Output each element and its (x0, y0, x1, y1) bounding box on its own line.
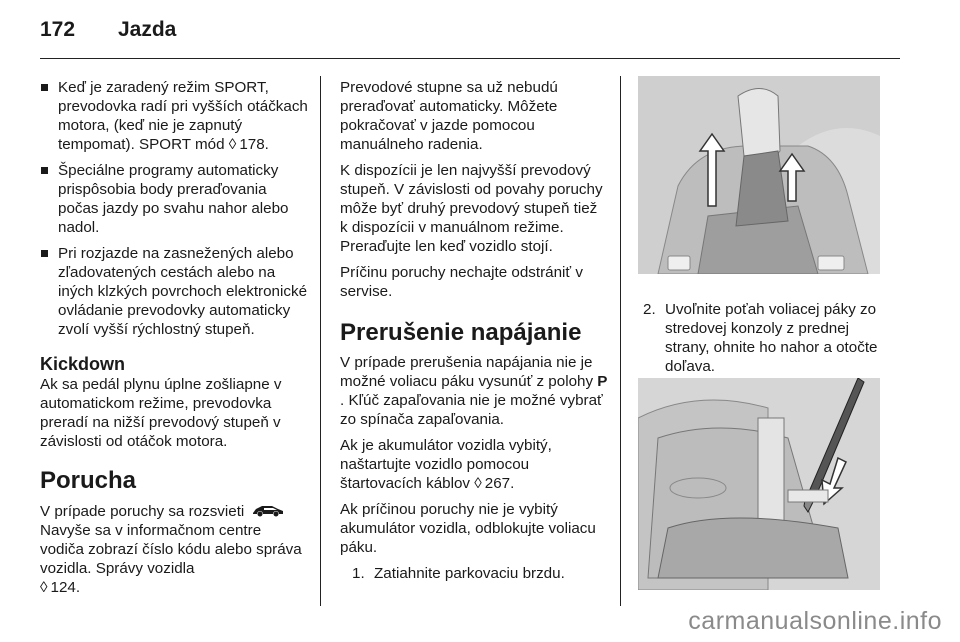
page-reference-icon: ◊ (40, 579, 48, 596)
gear-lever-illustration (638, 76, 880, 274)
paragraph: Ak príčinou poruchy nie je vybitý akumulátor vozidla, odblokujte voliacu páku. (340, 501, 596, 556)
bullet-icon (41, 84, 48, 91)
paragraph: Prevodové stupne sa už nebudú preraďovať automaticky. Môžete pokračovať v jazde pomocou manuálneho radenia. (340, 79, 558, 153)
watermark: carmanualsonline.info (688, 607, 942, 635)
section-title: Jazda (118, 18, 177, 41)
list-item-text: Špeciálne programy automaticky prispôsobia body preraďovania počas jazdy po svahu nahor alebo nadol. (58, 162, 289, 236)
power-failure-heading: Prerušenie napájanie (340, 319, 582, 346)
kickdown-text: Ak sa pedál plynu úplne zošliapne v automatickom režime, prevodovka preradí na nižší prevodový stupeň v závislosti od otáčok motora. (40, 376, 282, 450)
porucha-heading: Porucha (40, 467, 137, 494)
list-item-text: Pri rozjazde na zasnežených alebo zľadovatených cestách alebo na iných klzkých povrchoch elektronické ovládanie prevodovky automaticky zvolí vyšší rýchlostný stupeň. (58, 245, 308, 338)
page-reference-icon: ◊ (474, 475, 482, 492)
bullet-icon (41, 250, 48, 257)
column-3 (643, 300, 893, 376)
car-service-icon (251, 501, 285, 519)
list-item (40, 244, 308, 339)
paragraph: V prípade prerušenia napájania nie je možné voliacu páku vysunúť z polohy P . Kľúč zapaľovania nie je možné vybrať zo spínača zapaľovania. (340, 354, 608, 428)
porucha-text: V prípade poruchy sa rozsvieti Navyše sa v informačnom centre vodiča zobrazí číslo kódu alebo správa vozidla. Správy vozidla ◊ 124. (40, 503, 302, 596)
list-item-text: Keď je zaradený režim SPORT, prevodovka radí pri vyšších otáčkach motora, (keď nie je zapnutý tempomat). SPORT mód (58, 79, 308, 153)
bullet-icon (41, 167, 48, 174)
page-reference[interactable]: 124. (50, 579, 81, 596)
page-reference[interactable]: 267. (484, 475, 515, 492)
numbered-step: 1. Zatiahnite parkovaciu brzdu. (352, 565, 565, 582)
numbered-step: 2. Uvoľnite poťah voliacej páky zo stredovej konzoly z prednej strany, ohnite ho nahor a otočte doľava. (643, 301, 878, 375)
list-item (40, 161, 308, 237)
page-reference[interactable]: 178. (239, 136, 269, 153)
page-number: 172 (40, 18, 76, 41)
page-reference-icon: ◊ (228, 136, 237, 153)
paragraph: Príčinu poruchy nechajte odstrániť v servise. (340, 264, 583, 300)
paragraph: Ak je akumulátor vozidla vybitý, naštartujte vozidlo pomocou štartovacích káblov ◊ 267. (340, 437, 552, 492)
gear-position-p: P (597, 373, 608, 390)
page-header (40, 18, 176, 48)
list-item (40, 78, 308, 154)
header-divider (40, 58, 900, 59)
paragraph: K dispozícii je len najvyšší prevodový stupeň. V závislosti od povahy poruchy môže byť druhý prevodový stupeň tiež k dispozícii v manuálnom režime. Preraďujte len keď vozidlo stojí. (340, 162, 603, 255)
column-1 (40, 78, 308, 604)
console-cover-illustration (638, 378, 880, 590)
column-2 (340, 78, 608, 583)
column-divider-2 (620, 76, 621, 606)
column-divider-1 (320, 76, 321, 606)
kickdown-heading: Kickdown (40, 354, 126, 374)
